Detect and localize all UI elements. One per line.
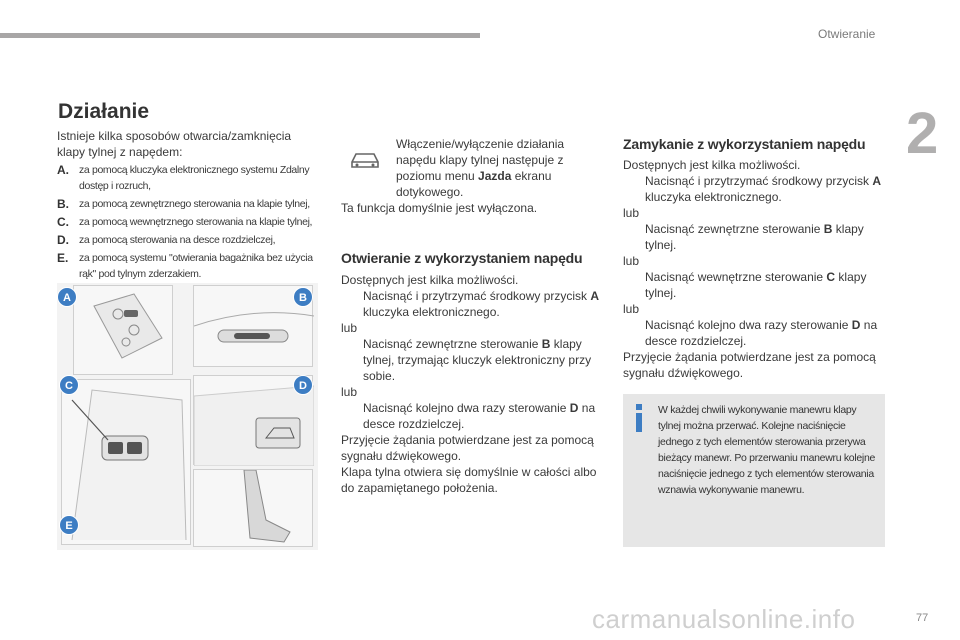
badge-c: C xyxy=(59,375,79,395)
list-text: za pomocą zewnętrznego sterowania na klapie tylnej, xyxy=(79,198,310,210)
methods-list xyxy=(57,162,319,284)
list-letter: A. xyxy=(57,163,69,177)
bullet-text: kluczyka elektronicznego. xyxy=(645,190,782,204)
bullet-mark xyxy=(623,269,645,301)
list-text: za pomocą wewnętrznego sterowania na klapie tylnej, xyxy=(79,216,313,228)
bullet-bold: B xyxy=(541,337,551,351)
closing-body xyxy=(623,157,885,381)
or-text: lub xyxy=(623,302,640,316)
bullet-text: na desce rozdzielczej. xyxy=(645,318,878,348)
list-item xyxy=(57,232,319,248)
bullet-text: klapy tylnej. xyxy=(645,222,864,252)
info-icon xyxy=(633,404,645,432)
menu-note-bold: Jazda xyxy=(478,169,512,183)
bullet-mark xyxy=(341,288,363,320)
car-icon xyxy=(348,148,382,170)
section-heading: Działanie xyxy=(58,100,150,123)
confirmation-text: Przyjęcie żądania potwierdzane jest za pomocą sygnału dźwiękowego. xyxy=(623,350,876,380)
bullet-text: na desce rozdzielczej. xyxy=(363,401,596,431)
list-item xyxy=(623,269,885,301)
opening-heading: Otwieranie z wykorzystaniem napędu xyxy=(341,250,583,266)
list-item xyxy=(57,196,319,212)
bullet-mark xyxy=(623,317,645,349)
hands-free-panel xyxy=(193,469,313,547)
bullet-mark xyxy=(341,336,363,384)
bullet-text: klapy tylnej, trzymając kluczyk elektroniczny przy sobie. xyxy=(363,337,592,383)
list-item xyxy=(341,288,603,320)
list-item xyxy=(57,162,319,194)
bullet-bold: A xyxy=(872,174,882,188)
badge-e: E xyxy=(59,515,79,535)
or-text: lub xyxy=(623,254,640,268)
or-text: lub xyxy=(341,321,358,335)
watermark: carmanualsonline.info xyxy=(592,604,856,634)
bullet-text: Nacisnąć i przytrzymać środkowy przycisk xyxy=(363,289,591,303)
menu-note-text: Włączenie/wyłączenie działania napędu klapy tylnej następuje z poziomu menu xyxy=(396,137,565,183)
section-title: Otwieranie xyxy=(818,27,876,41)
interior-switch-icon xyxy=(62,380,192,546)
bullet-bold: A xyxy=(590,289,600,303)
bullet-bold: B xyxy=(823,222,833,236)
confirmation-text: Przyjęcie żądania potwierdzane jest za pomocą sygnału dźwiękowego. xyxy=(341,433,594,463)
menu-note xyxy=(396,136,586,200)
bullet-bold: C xyxy=(826,270,836,284)
list-item xyxy=(623,317,885,349)
info-box xyxy=(623,394,885,547)
foot-icon xyxy=(194,470,314,548)
menu-note-end: ekranu dotykowego. xyxy=(396,169,552,199)
bullet-text: Nacisnąć i przytrzymać środkowy przycisk xyxy=(645,174,873,188)
opening-intro: Dostępnych jest kilka możliwości. xyxy=(341,273,519,287)
bullet-bold: D xyxy=(569,401,579,415)
bullet-text: Nacisnąć zewnętrzne sterowanie xyxy=(363,337,542,351)
intro-text: Istnieje kilka sposobów otwarcia/zamknięcia klapy tylnej z napędem: xyxy=(57,129,292,159)
opening-body xyxy=(341,272,603,496)
list-item xyxy=(623,173,885,205)
or-text: lub xyxy=(341,385,358,399)
bullet-text: Nacisnąć kolejno dwa razy sterowanie xyxy=(363,401,570,415)
tailgate-illustration xyxy=(57,283,318,550)
list-item xyxy=(623,221,885,253)
bullet-mark xyxy=(341,400,363,432)
default-note: Ta funkcja domyślnie jest wyłączona. xyxy=(341,201,538,215)
bullet-text: Nacisnąć zewnętrzne sterowanie xyxy=(645,222,824,236)
list-item xyxy=(57,214,319,230)
list-text: za pomocą kluczyka elektronicznego systemu Zdalny dostęp i rozruch, xyxy=(79,164,310,192)
badge-b: B xyxy=(293,287,313,307)
bullet-mark xyxy=(623,173,645,205)
badge-a: A xyxy=(57,287,77,307)
interior-control-panel xyxy=(61,379,191,545)
bullet-text: kluczyka elektronicznego. xyxy=(363,305,500,319)
info-text: W każdej chwili wykonywanie manewru klapy tylnej można przerwać. Kolejne naciśnięcie jednego z tych elementów sterowania przerywa bieżący manewr. Po przerwaniu manewru kolejne naciśnięcie jednego z tych elementów sterowania wznawia wykonywanie manewru. xyxy=(658,404,876,496)
key-fob-panel xyxy=(73,285,173,375)
bullet-text: klapy tylnej. xyxy=(645,270,867,300)
list-letter: E. xyxy=(57,251,69,265)
chapter-number: 2 xyxy=(906,101,939,166)
list-item xyxy=(341,400,603,432)
bullet-bold: D xyxy=(851,318,861,332)
closing-heading: Zamykanie z wykorzystaniem napędu xyxy=(623,136,866,152)
default-open-text: Klapa tylna otwiera się domyślnie w całości albo do zapamiętanego położenia. xyxy=(341,465,597,495)
list-letter: D. xyxy=(57,233,69,247)
page-number: 77 xyxy=(916,612,929,624)
closing-intro: Dostępnych jest kilka możliwości. xyxy=(623,158,801,172)
header-bar xyxy=(0,33,480,38)
or-text: lub xyxy=(623,206,640,220)
key-fob-icon xyxy=(74,286,174,376)
bullet-mark xyxy=(623,221,645,253)
list-item xyxy=(341,336,603,384)
list-text: za pomocą systemu "otwierania bagażnika bez użycia rąk" pod tylnym zderzakiem. xyxy=(79,252,313,280)
bullet-text: Nacisnąć kolejno dwa razy sterowanie xyxy=(645,318,852,332)
list-letter: C. xyxy=(57,215,69,229)
list-text: za pomocą sterowania na desce rozdzielczej, xyxy=(79,234,276,246)
bullet-text: Nacisnąć wewnętrzne sterowanie xyxy=(645,270,827,284)
list-letter: B. xyxy=(57,197,69,211)
badge-d: D xyxy=(293,375,313,395)
list-item xyxy=(57,250,319,282)
